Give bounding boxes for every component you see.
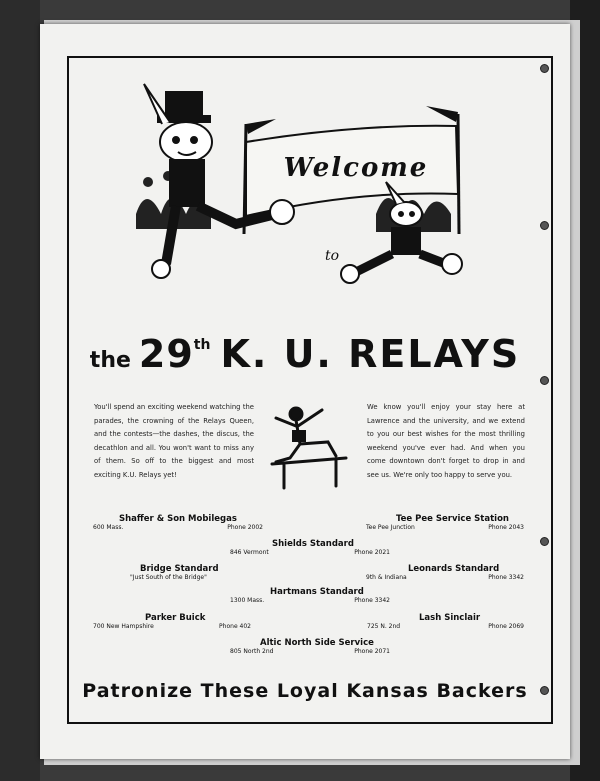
advertiser-name: Hartmans Standard	[270, 587, 364, 597]
advertiser-name: Lash Sinclair	[419, 613, 481, 623]
to-text: to	[324, 248, 340, 264]
headline-title: K. U. RELAYS	[220, 332, 521, 376]
welcome-text: Welcome	[283, 153, 429, 183]
advertiser-address: 9th & Indiana	[366, 574, 407, 581]
advertiser-phone: Phone 2021	[354, 549, 390, 556]
advertiser-address: 725 N. 2nd	[367, 623, 401, 630]
advertiser-name: Tee Pee Service Station	[396, 514, 509, 524]
advertiser-name: Leonards Standard	[408, 564, 500, 574]
advertiser-name: Parker Buick	[145, 613, 206, 623]
hurdler-illustration	[262, 402, 352, 492]
advertiser-phone: Phone 3342	[488, 574, 524, 581]
jayhawk-banner-illustration	[106, 64, 466, 294]
advertiser-name: Shields Standard	[272, 539, 354, 549]
advertiser-address: Tee Pee Junction	[366, 524, 415, 531]
headline	[40, 332, 570, 376]
advertiser-listing	[230, 638, 390, 655]
advertiser-listing	[93, 514, 263, 531]
binder-hole	[540, 537, 549, 546]
advertiser-name: Shaffer & Son Mobilegas	[119, 514, 237, 524]
binder-hole	[540, 376, 549, 385]
advertiser-listing	[130, 564, 250, 581]
advertiser-address: 700 New Hampshire	[93, 623, 154, 630]
advertiser-listing	[230, 587, 390, 604]
newspaper-page	[40, 24, 570, 759]
binder-hole	[540, 64, 549, 73]
advertiser-address: 1300 Mass.	[230, 597, 265, 604]
right-paragraph: We know you'll enjoy your stay here at Lawrence and the university, and we extend to you our best wishes for the most thrilling weekend you've ever had. And when you come downtown don't forget to drop in and see us. We're only too happy to serve you.	[367, 403, 525, 479]
advertiser-address: 846 Vermont	[230, 549, 269, 556]
background-left	[0, 0, 40, 781]
advertiser-address: 600 Mass.	[93, 524, 124, 531]
headline-the: the	[89, 348, 131, 373]
advertiser-phone: Phone 2043	[488, 524, 524, 531]
advertiser-phone: Phone 2069	[488, 623, 524, 630]
advertiser-phone: Phone 402	[219, 623, 251, 630]
left-paragraph: You'll spend an exciting weekend watching the parades, the crowning of the Relays Queen, and the contests—the dashes, the discus, the decathlon and all. You won't want to miss any of them. So off to the biggest and most exciting K.U. Relays yet!	[94, 403, 254, 479]
advertiser-address: 805 North 2nd	[230, 648, 274, 655]
headline-ordinal: th	[193, 337, 211, 353]
footer-slogan: Patronize These Loyal Kansas Backers	[82, 680, 528, 702]
advertiser-phone: Phone 2071	[354, 648, 390, 655]
advertiser-address: "Just South of the Bridge"	[130, 574, 207, 581]
advertiser-name: Bridge Standard	[140, 564, 219, 574]
advertiser-phone: Phone 2002	[227, 524, 263, 531]
advertiser-listing	[367, 613, 524, 630]
advertiser-listing	[366, 564, 524, 581]
advertiser-listing	[230, 539, 390, 556]
binder-hole	[540, 221, 549, 230]
headline-number: 29	[138, 332, 194, 376]
advertiser-name: Altic North Side Service	[260, 638, 374, 648]
advertiser-phone: Phone 3342	[354, 597, 390, 604]
advertiser-listing	[366, 514, 524, 531]
advertiser-listing	[93, 613, 251, 630]
